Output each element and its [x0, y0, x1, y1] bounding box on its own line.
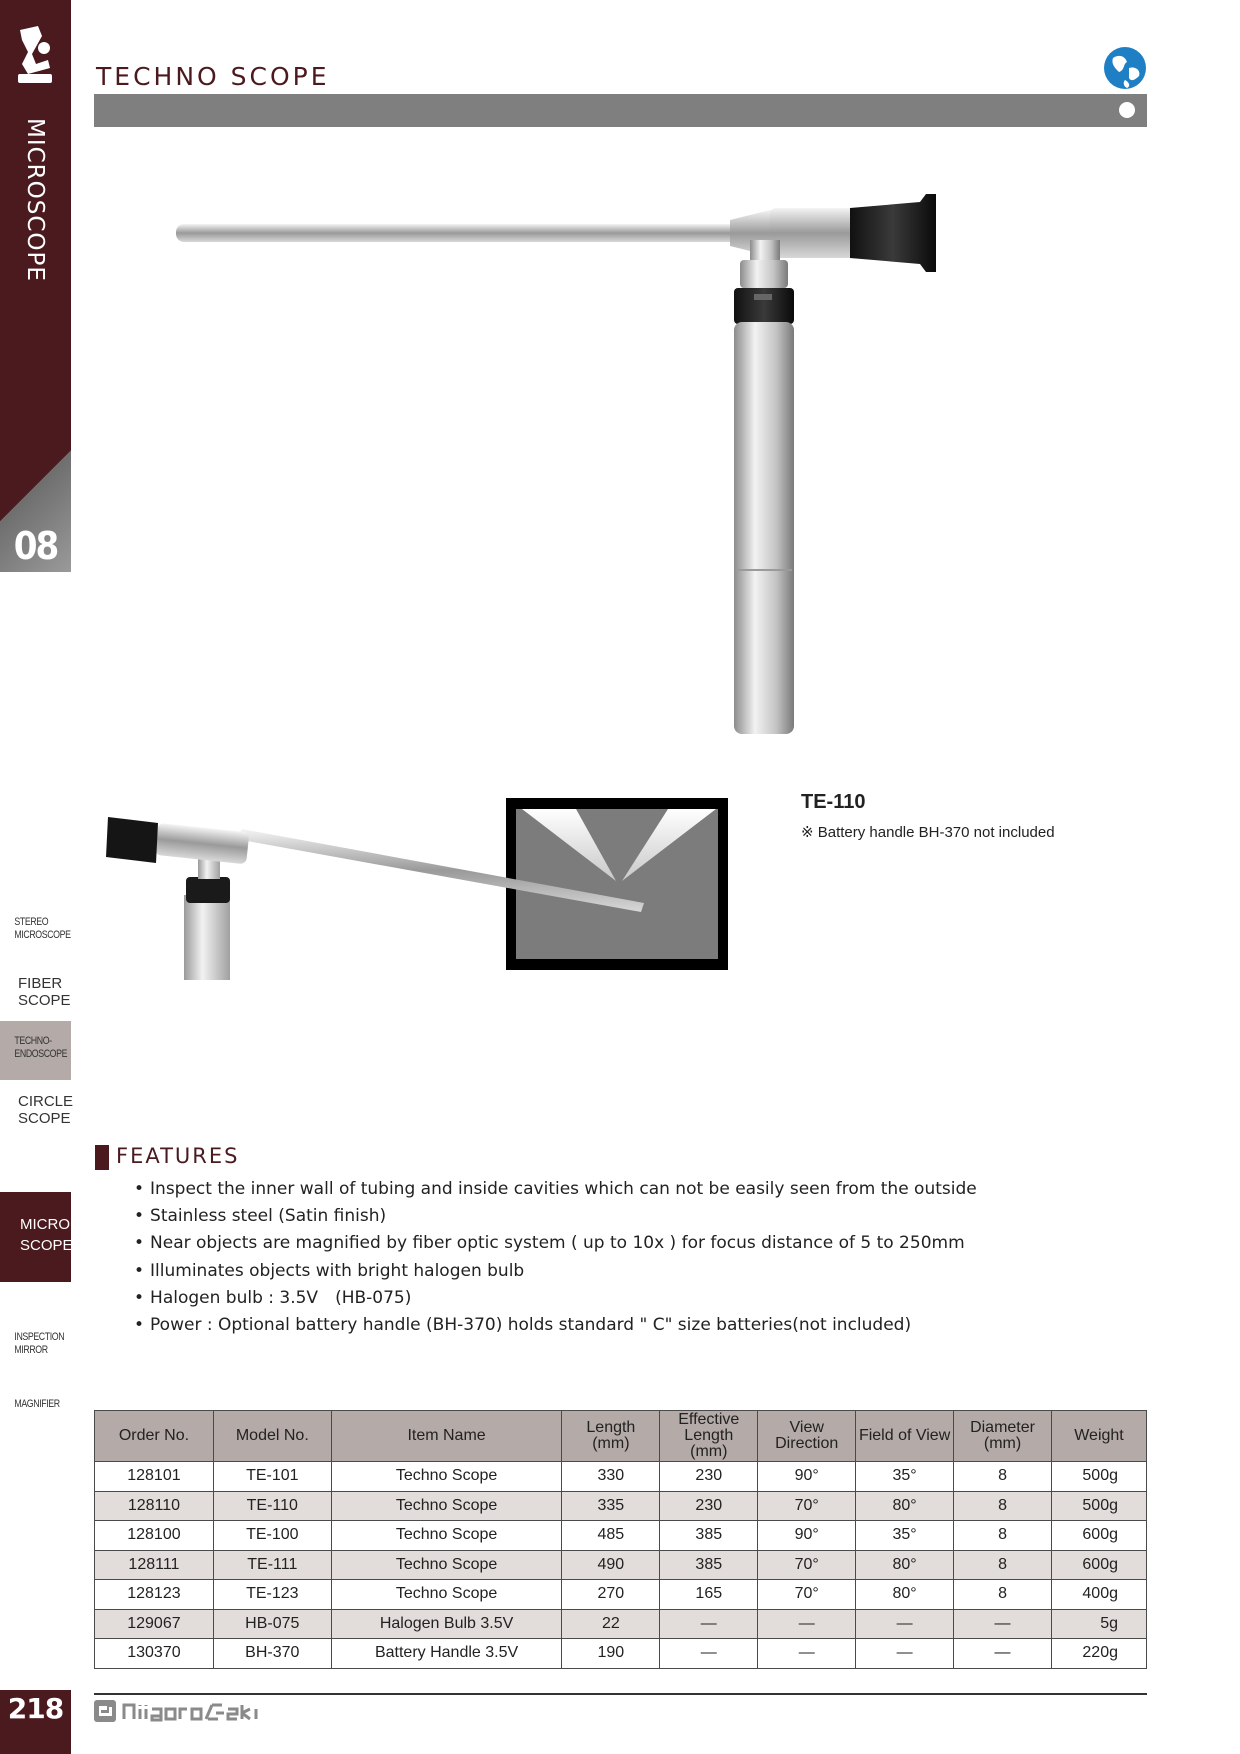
sidebar-vertical-title: MICROSCOPE [22, 118, 48, 282]
table-cell: 220g [1051, 1639, 1146, 1669]
table-row [95, 1609, 1147, 1639]
sidebar-item-magnifier[interactable] [0, 1398, 71, 1411]
table-cell: 35° [856, 1462, 954, 1492]
header-bar [94, 94, 1147, 127]
table-cell: Techno Scope [331, 1462, 562, 1492]
table-header-text: Direction [775, 1435, 839, 1452]
table-cell: 400g [1051, 1580, 1146, 1610]
table-header-cell [562, 1411, 660, 1462]
sidebar-item-label: INSPECTION [14, 1331, 65, 1343]
page-title: TECHNO SCOPE [96, 62, 330, 91]
table-cell: 128100 [95, 1521, 214, 1551]
table-cell: — [856, 1639, 954, 1669]
table-header-text: Model No. [235, 1427, 309, 1444]
table-cell: 70° [758, 1550, 856, 1580]
table-cell: Techno Scope [331, 1580, 562, 1610]
features-heading: FEATURES [116, 1144, 240, 1168]
table-cell: 270 [562, 1580, 660, 1610]
table-cell: 500g [1051, 1491, 1146, 1521]
table-cell: TE-110 [213, 1491, 331, 1521]
features-list [134, 1176, 977, 1339]
sidebar-item-label: STEREO [14, 916, 49, 928]
table-header-cell [758, 1411, 856, 1462]
table-header-cell [1051, 1411, 1146, 1462]
table-header-cell [213, 1411, 331, 1462]
sidebar-item-label: MICROSCOPE [14, 928, 71, 941]
features-marker [95, 1145, 109, 1170]
table-cell: TE-123 [213, 1580, 331, 1610]
table-cell: 8 [954, 1521, 1052, 1551]
table-cell: — [954, 1639, 1052, 1669]
table-header-row [95, 1411, 1147, 1462]
table-header-text: Weight [1074, 1427, 1124, 1444]
table-header-text: Order No. [118, 1427, 190, 1444]
table-cell: Halogen Bulb 3.5V [331, 1609, 562, 1639]
table-cell: Techno Scope [331, 1550, 562, 1580]
sidebar-item-circle-scope[interactable] [0, 1093, 74, 1128]
sidebar-item-label: MIRROR [14, 1343, 48, 1356]
feature-item: • Illuminates objects with bright halogen bulb [134, 1258, 977, 1285]
table-cell: 128111 [95, 1550, 214, 1580]
table-header-text: Length [586, 1419, 636, 1436]
table-cell: 90° [758, 1462, 856, 1492]
header-dot [1119, 102, 1135, 118]
sidebar-item-fiber-scope[interactable] [0, 975, 71, 1010]
table-body [95, 1462, 1147, 1669]
table-cell: 128110 [95, 1491, 214, 1521]
table-cell: 230 [660, 1491, 758, 1521]
table-row [95, 1550, 1147, 1580]
table-row [95, 1580, 1147, 1610]
sidebar-item-micro-scope[interactable] [0, 1192, 71, 1282]
table-cell: 485 [562, 1521, 660, 1551]
table-header-text: Diameter [970, 1419, 1035, 1436]
table-header-text: Item Name [407, 1427, 486, 1444]
table-cell: 385 [660, 1521, 758, 1551]
table-cell: TE-111 [213, 1550, 331, 1580]
table-cell: 22 [562, 1609, 660, 1639]
table-header-text: (mm) [592, 1435, 630, 1452]
table-cell: — [660, 1639, 758, 1669]
table-cell: BH-370 [213, 1639, 331, 1669]
sidebar-item-label: SCOPE [18, 1110, 71, 1128]
table-row [95, 1491, 1147, 1521]
table-cell: 90° [758, 1521, 856, 1551]
table-cell: 8 [954, 1580, 1052, 1610]
product-model-label: TE-110 [801, 791, 866, 813]
sidebar-item-label: CIRCLE [18, 1093, 74, 1110]
table-header-text: Length [684, 1427, 734, 1444]
table-cell: Battery Handle 3.5V [331, 1639, 562, 1669]
table-cell: 8 [954, 1462, 1052, 1492]
table-header-cell [660, 1411, 758, 1462]
table-row [95, 1521, 1147, 1551]
table-cell: 8 [954, 1491, 1052, 1521]
table-header-text: Effective [678, 1411, 740, 1428]
table-cell: Techno Scope [331, 1491, 562, 1521]
table-cell: — [758, 1609, 856, 1639]
niigara-seiki-logo [94, 1697, 274, 1725]
spec-table [94, 1410, 1147, 1669]
table-header-text: Field of View [858, 1427, 951, 1444]
table-header-cell [856, 1411, 954, 1462]
sidebar-item-label: SCOPE [20, 1237, 73, 1254]
table-row [95, 1639, 1147, 1669]
sidebar-item-stereo-microscope[interactable] [0, 916, 71, 941]
table-cell: 70° [758, 1491, 856, 1521]
feature-item: • Halogen bulb : 3.5V (HB-075) [134, 1285, 977, 1312]
table-cell: 130370 [95, 1639, 214, 1669]
table-cell: 600g [1051, 1521, 1146, 1551]
page-number: 218 [7, 1692, 64, 1725]
globe-icon [1103, 46, 1147, 90]
microscope-icon [14, 24, 56, 86]
table-cell: 129067 [95, 1609, 214, 1639]
table-cell: 500g [1051, 1462, 1146, 1492]
feature-item: • Inspect the inner wall of tubing and inside cavities which can not be easily seen from the outside [134, 1176, 977, 1203]
sidebar-item-label: MICRO [20, 1216, 70, 1233]
table-header-text: View [789, 1419, 824, 1436]
feature-item: • Power : Optional battery handle (BH-370) holds standard " C" size batteries(not included) [134, 1312, 977, 1339]
table-cell: 230 [660, 1462, 758, 1492]
sidebar-item-label: TECHNO- [14, 1035, 52, 1047]
footer-rule [94, 1693, 1147, 1695]
table-cell: 128101 [95, 1462, 214, 1492]
table-header-text: (mm) [983, 1435, 1022, 1452]
table-cell: 80° [856, 1491, 954, 1521]
table-cell: — [660, 1609, 758, 1639]
table-cell: 335 [562, 1491, 660, 1521]
table-cell: 128123 [95, 1580, 214, 1610]
table-cell: 190 [562, 1639, 660, 1669]
table-cell: — [856, 1609, 954, 1639]
table-cell: 70° [758, 1580, 856, 1610]
techno-scope-product-image [130, 130, 990, 740]
table-cell: 35° [856, 1521, 954, 1551]
feature-item: • Near objects are magnified by fiber optic system ( up to 10x ) for focus distance of 5 to 250mm [134, 1230, 977, 1257]
sidebar-item-techno-endoscope[interactable] [0, 1021, 71, 1080]
table-header-cell [95, 1411, 214, 1462]
sidebar-item-label: FIBER [18, 975, 63, 992]
table-cell: 80° [856, 1580, 954, 1610]
table-cell: — [954, 1609, 1052, 1639]
table-cell: 600g [1051, 1550, 1146, 1580]
feature-item: • Stainless steel (Satin finish) [134, 1203, 977, 1230]
table-header-cell [331, 1411, 562, 1462]
table-cell: HB-075 [213, 1609, 331, 1639]
sidebar-item-label: MAGNIFIER [14, 1398, 60, 1410]
table-cell: 330 [562, 1462, 660, 1492]
table-cell: 8 [954, 1550, 1052, 1580]
table-cell: 80° [856, 1550, 954, 1580]
sidebar-item-inspection-mirror[interactable] [0, 1331, 71, 1356]
sidebar-item-label: ENDOSCOPE [14, 1047, 68, 1060]
table-row [95, 1462, 1147, 1492]
table-cell: Techno Scope [331, 1521, 562, 1551]
table-cell: — [758, 1639, 856, 1669]
chapter-number: 08 [13, 524, 58, 568]
table-header-text: (mm) [690, 1443, 728, 1460]
te-110-product-image [96, 765, 736, 980]
product-note: ※ Battery handle BH-370 not included [801, 824, 1055, 841]
sidebar-item-label: SCOPE [18, 992, 71, 1010]
table-cell: 490 [562, 1550, 660, 1580]
table-cell: 165 [660, 1580, 758, 1610]
table-cell: 5g [1051, 1609, 1146, 1639]
table-cell: TE-101 [213, 1462, 331, 1492]
table-cell: TE-100 [213, 1521, 331, 1551]
table-header-cell [954, 1411, 1052, 1462]
table-cell: 385 [660, 1550, 758, 1580]
